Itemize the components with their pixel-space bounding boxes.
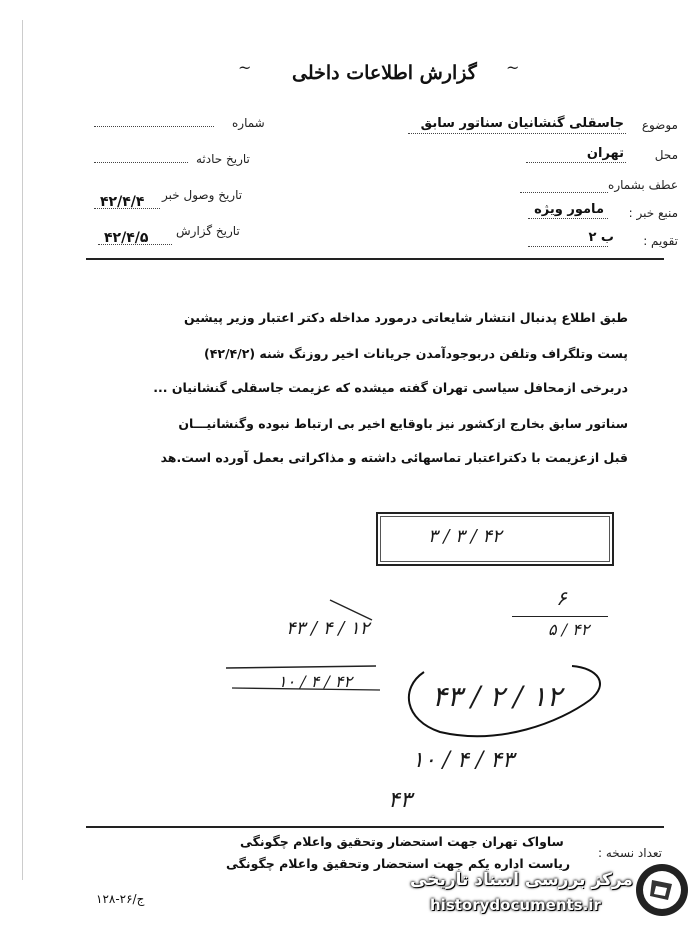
handwritten-bottom-note: ۴۳ [388,788,412,813]
place-label: محل [654,148,678,162]
rating-value: ب ۲ [588,230,614,245]
watermark-site: historydocuments.ir [430,896,601,914]
report-date-value: ۴۲/۴/۵ [104,230,149,246]
stamp-text: ۳ / ۳ / ۴۲ [428,526,502,547]
body-line-1: طبق اطلاع پدنبال انتشار شایعاتی درمورد مداخله دکتر اعتبار وزیر پیشین [184,310,628,325]
top-mark-right: ~ [506,58,520,77]
body-line-5: قبل ازعزیمت با دکتراعتبار تماسهائی داشته و مذاکراتی بعمل آورده است.هد [160,450,628,465]
source-label: منبع خبر : [628,206,678,220]
body-line-3: دربرخی ازمحافل سیاسی تهران گفته میشده که عزیمت جاسقلی گنشانیان ... [153,380,628,395]
reference-label: عطف بشماره [608,178,678,192]
handwritten-center-note: ۱۰ / ۴ / ۴۲ [278,672,353,691]
archive-logo-icon [634,862,690,918]
footer-line-1: ساواک تهران جهت استحضار وتحقیق واعلام چگونگی [240,834,564,849]
doc-code: ۱۲۸-۲۶/ج [96,892,145,906]
report-date-label: تاریخ گزارش [176,224,240,238]
subject-value: جاسقلی گنشانیان سناتور سابق [420,116,624,131]
handwritten-lower-note: ۱۰ / ۴ / ۴۳ [412,748,514,773]
source-value: مامور ویژه [534,202,604,217]
receipt-date-label: تاریخ وصول خبر [162,188,243,202]
rating-label: تقویم : [643,234,678,248]
footer-separator [86,826,664,828]
place-value: تهران [586,146,624,161]
copies-label: تعداد نسخه : [598,846,663,860]
report-title: گزارش اطلاعات داخلی [292,62,477,84]
handwritten-fraction-top: ۶ [556,586,567,610]
body-line-4: سناتور سابق بخارج ازکشور نیز باوقایع اخیر بی ارتباط نبوده وگنشانیـــان [178,416,628,431]
footer-line-2: ریاست اداره یکم جهت استحضار وتحقیق واعلام چگونگی [226,856,571,871]
handwritten-big-date: ۴۳ / ۲ / ۱۲ [432,680,562,713]
body-line-2: پست وتلگراف وتلفن دربوجودآمدن جریانات اخیر روزنگ شنه (۴۲/۴/۲) [203,346,628,361]
top-mark-left: ~ [238,58,252,77]
handwritten-note-a: ۴۳ / ۴ / ۱۲ [286,618,370,639]
subject-label: موضوع [641,118,678,132]
receipt-date-value: ۴۲/۴/۴ [100,194,145,210]
number-label: شماره [232,116,265,130]
handwritten-fraction-bottom: ۵ / ۴۲ [548,620,590,639]
watermark-org-name: مرکز بررسی اسناد تاریخی [410,870,633,890]
incident-date-label: تاریخ حادثه [196,152,250,166]
